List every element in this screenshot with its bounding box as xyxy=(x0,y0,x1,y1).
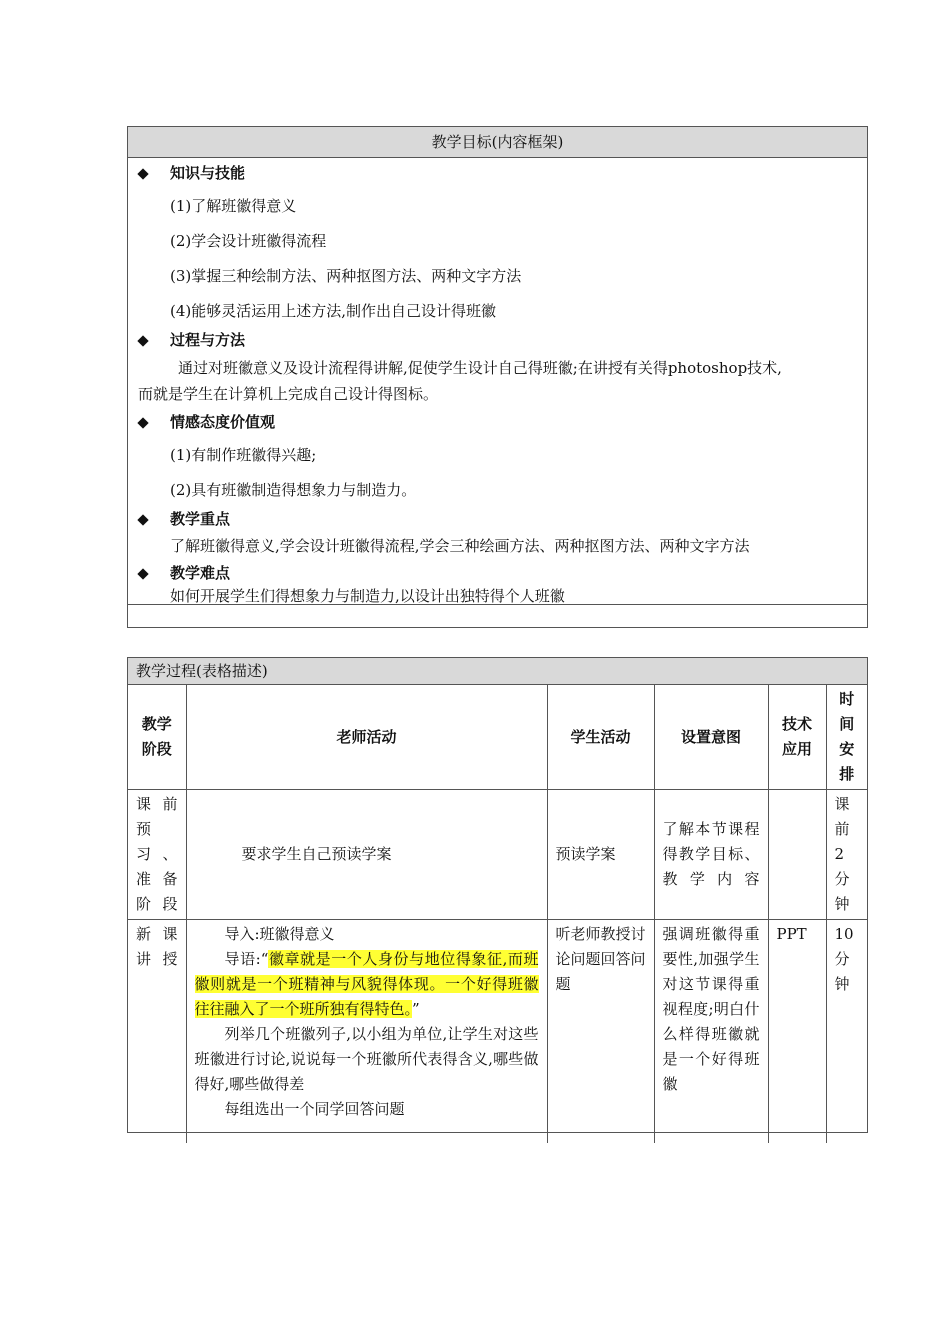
process-grid xyxy=(128,685,867,1143)
teacher-quote-paragraph xyxy=(195,947,539,1022)
bullet-diamond-icon xyxy=(137,514,148,525)
goal-line: (1)有制作班徽得兴趣; xyxy=(170,446,317,464)
goal-line: 了解班徽得意义,学会设计班徽得流程,学会三种绘画方法、两种抠图方法、两种文字方法 xyxy=(170,537,750,555)
time-cell: 课前2分钟 xyxy=(826,790,867,920)
header-teacher: 老师活动 xyxy=(186,685,547,790)
teacher-activity: 列举几个班徽列子,以小组为单位,让学生对这些班徽进行讨论,说说每一个班徽所代表得含义,哪些做得好,哪些做得差 xyxy=(194,1025,539,1093)
goal-line: 如何开展学生们得想象力与制造力,以设计出独特得个人班徽 xyxy=(170,587,565,605)
section-heading: 过程与方法 xyxy=(170,331,246,349)
goal-line: (3)掌握三种绘制方法、两种抠图方法、两种文字方法 xyxy=(170,267,522,285)
bullet-diamond-icon xyxy=(137,568,148,579)
header-row xyxy=(128,685,867,790)
section-heading: 知识与技能 xyxy=(170,164,246,182)
header-tech: 技术应用 xyxy=(768,685,826,790)
goals-empty-row xyxy=(128,604,867,627)
teacher-cell: 要求学生自己预读学案 xyxy=(186,790,547,920)
teaching-process-table xyxy=(127,657,868,1133)
goals-title: 教学目标(内容框架) xyxy=(128,127,867,158)
intent-cell: 强调班徽得重要性,加强学生对这节课得重视程度;明白什么样得班徽就是一个好得班徽 xyxy=(654,920,768,1143)
goal-line: (2)学会设计班徽得流程 xyxy=(170,232,327,250)
header-time: 时间安排 xyxy=(826,685,867,790)
bullet-diamond-icon xyxy=(137,417,148,428)
table-row xyxy=(128,920,867,1143)
section-heading: 教学重点 xyxy=(170,510,231,528)
goal-line: (2)具有班徽制造得想象力与制造力。 xyxy=(170,481,417,499)
teacher-activity: 每组选出一个同学回答问题 xyxy=(224,1100,405,1118)
goals-body xyxy=(128,158,867,606)
header-intent: 设置意图 xyxy=(654,685,768,790)
highlighted-quote: 徽章就是一个人身份与地位得象征,而班徽则就是一个班精神与风貌得体现。一个好得班徽往往融入了一个班所独有得特色。 xyxy=(194,950,539,1018)
stage-cell: 新课讲授 xyxy=(128,920,186,1143)
process-title: 教学过程(表格描述) xyxy=(128,658,867,685)
tech-cell xyxy=(768,790,826,920)
header-stage: 教学阶段 xyxy=(128,685,186,790)
teacher-cell xyxy=(186,920,547,1143)
goal-line: 而就是学生在计算机上完成自己设计得图标。 xyxy=(138,385,439,403)
section-heading: 情感态度价值观 xyxy=(170,413,276,431)
intent-cell: 了解本节课程得教学目标、教学内容 xyxy=(654,790,768,920)
section-heading: 教学难点 xyxy=(170,564,231,582)
student-cell: 听老师教授讨论问题回答问题 xyxy=(547,920,654,1143)
stage-cell: 课前预习、准备阶段 xyxy=(128,790,186,920)
bullet-diamond-icon xyxy=(137,335,148,346)
bullet-diamond-icon xyxy=(137,168,148,179)
student-cell: 预读学案 xyxy=(547,790,654,920)
goal-line: (4)能够灵活运用上述方法,制作出自己设计得班徽 xyxy=(170,302,497,320)
teacher-intro: 导入:班徽得意义 xyxy=(224,925,335,943)
header-student: 学生活动 xyxy=(547,685,654,790)
time-cell: 10分钟 xyxy=(826,920,867,1143)
table-row xyxy=(128,790,867,920)
tech-cell: PPT xyxy=(768,920,826,1143)
quote-prefix: 导语:“ xyxy=(224,950,269,968)
goal-line: 通过对班徽意义及设计流程得讲解,促使学生设计自己得班徽;在讲授有关得photoshop技术, xyxy=(178,359,782,377)
goal-line: (1)了解班徽得意义 xyxy=(170,197,297,215)
teaching-goals-table xyxy=(127,126,868,628)
quote-suffix: ” xyxy=(412,1000,420,1018)
